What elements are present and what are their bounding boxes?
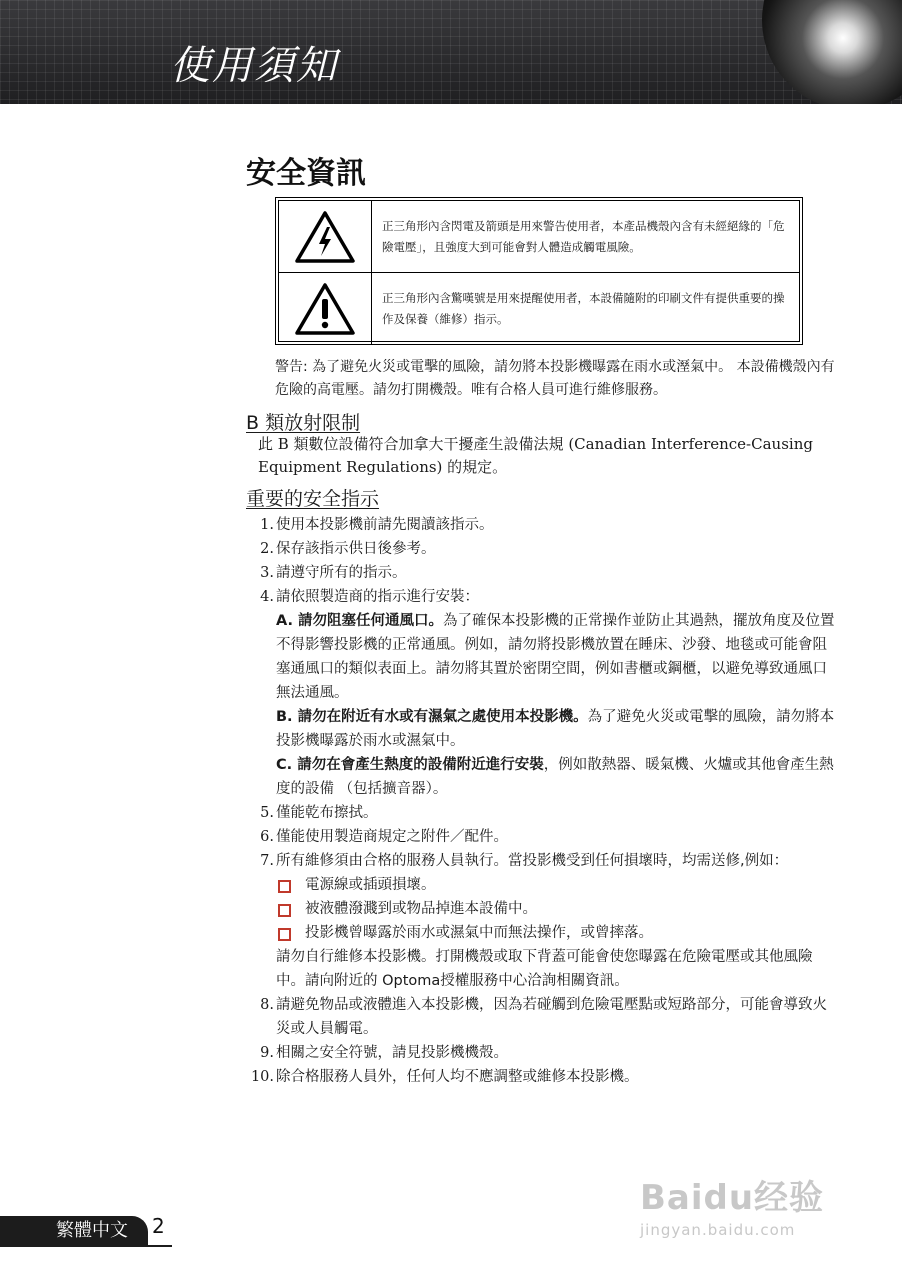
checkbox-bullet-icon <box>278 904 291 917</box>
classb-text: 此 B 類數位設備符合加拿大干擾產生設備法規 (Canadian Interference-Causing Equipment Regulations) 的規定。 <box>258 435 813 476</box>
warning-row-electric <box>279 201 799 272</box>
warning-symbols-table <box>275 197 803 345</box>
list-item: 6. 僅能使用製造商規定之附件／配件。 <box>260 829 508 845</box>
instructions-title: 重要的安全指示 <box>246 488 380 510</box>
list-item: 1. 使用本投影機前請先閱讀該指示。 <box>260 517 494 533</box>
list-item: 3. 請遵守所有的指示。 <box>260 565 407 581</box>
bullet-item: 被液體潑濺到或物品掉進本設備中。 <box>246 897 836 921</box>
list-item: 4. 請依照製造商的指示進行安裝： <box>260 589 479 605</box>
page-number: 2 <box>152 1214 165 1238</box>
list-subitem-b: B. 請勿在附近有水或有濕氣之處使用本投影機。為了避免火災或電擊的風險，請勿將本投影機曝露於雨水或濕氣中。 <box>276 709 835 749</box>
checkbox-bullet-icon <box>278 880 291 893</box>
header-banner <box>0 0 902 104</box>
warning-text-electric: 正三角形內含閃電及箭頭是用來警告使用者，本產品機殼內含有未經絕緣的「危險電壓」，且強度大到可能會對人體造成觸電風險。 <box>382 218 785 254</box>
list-item: 2. 保存該指示供日後參考。 <box>260 541 436 557</box>
list-item: 8. 請避免物品或液體進入本投影機，因為若碰觸到危險電壓點或短路部分，可能會導致火災或人員觸電。 <box>260 997 827 1037</box>
lightning-warning-icon <box>279 201 372 272</box>
bullet-item: 投影機曾曝露於雨水或濕氣中而無法操作，或曾摔落。 <box>246 921 836 945</box>
watermark <box>640 1170 824 1239</box>
list-subitem-a: A. 請勿阻塞任何通風口。為了確保本投影機的正常操作並防止其過熱，擺放角度及位置不得影響投影機的正常通風。例如，請勿將投影機放置在睡床、沙發、地毯或可能會阻塞通風口的類似表面上。請勿將其置於密閉空間，例如書櫃或鋼櫃，以避免導致通風口無法通風。 <box>276 613 835 701</box>
list-item-note: 請勿自行維修本投影機。打開機殼或取下背蓋可能會使您曝露在危險電壓或其他風險中。請向附近的 Optoma授權服務中心洽詢相關資訊。 <box>276 949 813 989</box>
watermark-main: Baidu经验 <box>640 1178 825 1218</box>
list-item: 9. 相關之安全符號，請見投影機機殼。 <box>260 1045 508 1061</box>
section-title: 安全資訊 <box>246 156 366 191</box>
footer-language-tab: 繁體中文 <box>0 1216 148 1246</box>
bullet-item: 電源線或插頭損壞。 <box>246 873 836 897</box>
list-subitem-c: C. 請勿在會產生熱度的設備附近進行安裝，例如散熱器、暖氣機、火爐或其他會產生熱度的設備 （包括擴音器）。 <box>276 757 834 797</box>
checkbox-bullet-icon <box>278 928 291 941</box>
warning-row-caution <box>279 272 799 344</box>
warning-text-caution: 正三角形內含驚嘆號是用來提醒使用者，本設備隨附的印刷文件有提供重要的操作及保養（維修）指示。 <box>382 290 785 326</box>
page-header-title: 使用須知 <box>170 43 338 89</box>
list-item: 10. 除合格服務人員外，任何人均不應調整或維修本投影機。 <box>250 1069 639 1085</box>
warning-note: 警告: 為了避免火災或電擊的風險，請勿將本投影機曝露在雨水或溼氣中。 本設備機殼內有危險的高電壓。請勿打開機殼。唯有合格人員可進行維修服務。 <box>275 359 835 398</box>
watermark-url: jingyan.baidu.com <box>640 1221 796 1239</box>
classb-title: B 類放射限制 <box>246 412 361 434</box>
footer-rule <box>0 1245 172 1247</box>
exclamation-warning-icon <box>279 273 372 344</box>
instructions-list <box>246 513 836 1089</box>
list-item: 7. 所有維修須由合格的服務人員執行。當投影機受到任何損壞時，均需送修,例如： <box>260 853 789 869</box>
projector-lens-graphic <box>762 0 902 104</box>
list-item: 5. 僅能乾布擦拭。 <box>260 805 378 821</box>
